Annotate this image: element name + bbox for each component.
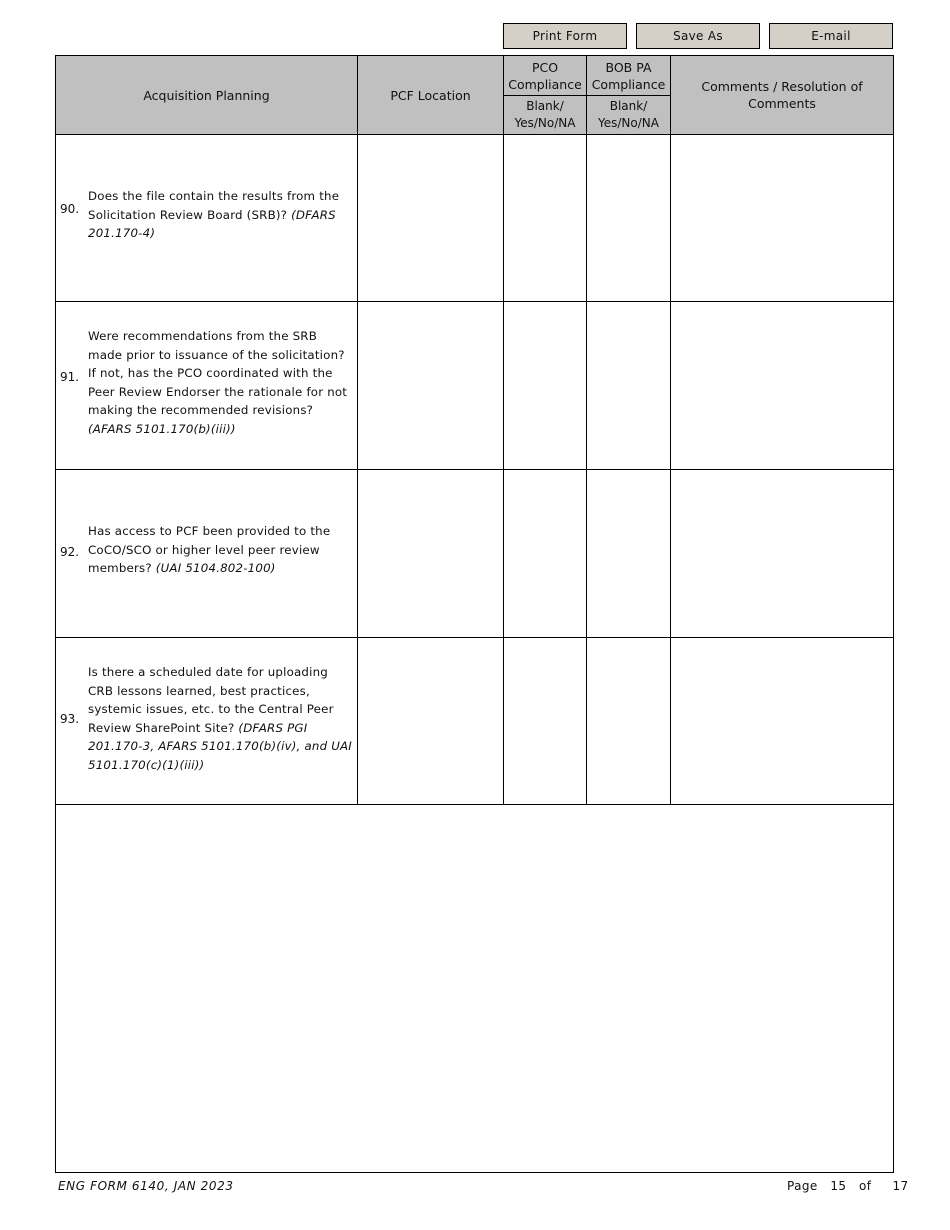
question-cell-92: [56, 470, 358, 638]
bob-compliance-input-92[interactable]: [587, 470, 671, 638]
question-cell-93: [56, 638, 358, 805]
blank-area: [56, 805, 893, 1171]
header-bob-compliance-label: BOB PA Compliance: [591, 59, 666, 92]
question-cell-91: [56, 302, 358, 470]
comments-input-90[interactable]: [671, 135, 893, 302]
question-text: [88, 187, 354, 243]
pco-compliance-input-91[interactable]: [504, 302, 587, 470]
header-pcf-location: [358, 56, 504, 135]
save-as-button[interactable]: Save As: [636, 23, 760, 49]
question-number: 93.: [60, 712, 80, 726]
question-number: 92.: [60, 545, 80, 559]
question-body: Does the file contain the results from the Solicitation Review Board (SRB)?: [88, 189, 340, 222]
question-body: Were recommendations from the SRB made prior to issuance of the solicitation? If not, has the PCO coordinated with the Peer Review Endorser the rationale for not making the recommended revisions?: [88, 329, 348, 417]
header-acquisition-planning: [56, 56, 358, 135]
pcf-location-input-93[interactable]: [358, 638, 504, 805]
checklist-form: [55, 55, 894, 1173]
pcf-location-input-92[interactable]: [358, 470, 504, 638]
header-pco-compliance-label: PCO Compliance: [508, 59, 582, 92]
question-text: [88, 327, 354, 438]
bob-compliance-input-91[interactable]: [587, 302, 671, 470]
page-of: of: [859, 1179, 872, 1193]
header-pco-values-label: Blank/ Yes/No/NA: [514, 99, 576, 130]
question-reference: (UAI 5104.802-100): [155, 561, 276, 575]
header-pco-values: [504, 96, 587, 135]
header-acquisition-planning-label: Acquisition Planning: [143, 87, 270, 103]
page-label: Page: [787, 1179, 818, 1193]
pcf-location-input-91[interactable]: [358, 302, 504, 470]
question-text: [88, 522, 360, 578]
question-text: [88, 663, 354, 774]
question-reference: (AFARS 5101.170(b)(iii)): [88, 421, 236, 436]
header-pcf-location-label: PCF Location: [390, 87, 471, 103]
question-number: 91.: [60, 370, 80, 384]
question-body: Has access to PCF been provided to the CoCO/SCO or higher level peer review members?: [88, 524, 331, 575]
pco-compliance-input-92[interactable]: [504, 470, 587, 638]
email-button[interactable]: E-mail: [769, 23, 893, 49]
form-id: ENG FORM 6140, JAN 2023: [58, 1179, 234, 1193]
question-body: Is there a scheduled date for uploading CRB lessons learned, best practices, systemic issues, etc. to the Central Peer Review SharePoint Site?: [88, 665, 334, 735]
pco-compliance-input-93[interactable]: [504, 638, 587, 805]
header-pco-compliance: [504, 56, 587, 96]
pcf-location-input-90[interactable]: [358, 135, 504, 302]
comments-input-91[interactable]: [671, 302, 893, 470]
header-bob-values-label: Blank/ Yes/No/NA: [598, 99, 659, 130]
question-cell-90: [56, 135, 358, 302]
header-comments-label: Comments / Resolution of Comments: [701, 79, 863, 111]
bob-compliance-input-93[interactable]: [587, 638, 671, 805]
page-indicator: [787, 1179, 909, 1193]
page-total: 17: [892, 1179, 909, 1193]
header-bob-compliance: [587, 56, 671, 96]
comments-input-92[interactable]: [671, 470, 893, 638]
print-form-button[interactable]: Print Form: [503, 23, 627, 49]
question-reference: (DFARS 201.170-4): [88, 207, 336, 240]
pco-compliance-input-90[interactable]: [504, 135, 587, 302]
comments-input-93[interactable]: [671, 638, 893, 805]
bob-compliance-input-90[interactable]: [587, 135, 671, 302]
header-bob-values: [587, 96, 671, 135]
question-number: 90.: [60, 202, 80, 216]
header-comments: [671, 56, 893, 135]
page-current: 15: [830, 1179, 847, 1193]
question-reference: (DFARS PGI 201.170-3, AFARS 5101.170(b)(iv), and UAI 5101.170(c)(1)(iii)): [88, 720, 352, 772]
